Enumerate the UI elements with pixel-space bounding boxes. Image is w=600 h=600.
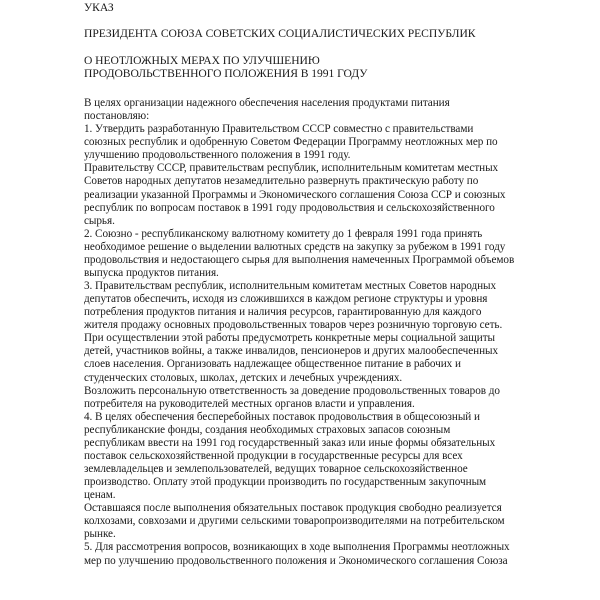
- body-text-line: В целях организации надежного обеспечения населения продуктами питания: [84, 97, 450, 109]
- document-type: УКАЗ: [84, 1, 114, 14]
- body-text-line: 2. Союзно - республиканскому валютному комитету до 1 февраля 1991 года принять: [84, 227, 483, 240]
- body-text-line: слоев населения. Организовать надлежащее общественное питание в рабочих и: [84, 358, 461, 371]
- document-title-line-2: ПРОДОВОЛЬСТВЕННОГО ПОЛОЖЕНИЯ В 1991 ГОДУ: [84, 67, 368, 80]
- body-text-line: землевладельцев и землепользователей, ведущих товарное сельскохозяйственное: [84, 463, 468, 475]
- body-text-line: Советов народных депутатов незамедлительно развернуть практическую работу по: [84, 175, 479, 188]
- body-text-line: мер по улучшению продовольственного положения и Экономического соглашения Союза: [84, 554, 508, 567]
- body-text-line: колхозами, совхозами и другими сельскими товаропроизводителями на потребительском: [84, 515, 505, 528]
- body-text-line: 1. Утвердить разработанную Правительством СССР совместно с правительствами: [84, 123, 474, 136]
- body-text-line: Правительству СССР, правительствам республик, исполнительным комитетам местных: [84, 162, 499, 175]
- body-text-line: республик по вопросам поставок в 1991 году продовольствия и сельскохозяйственного: [84, 201, 495, 214]
- body-text-line: союзных республик и одобренную Советом Федерации Программу неотложных мер по: [84, 136, 498, 149]
- body-text-line: 3. Правительствам республик, исполнительным комитетам местных Советов народных: [84, 280, 497, 292]
- body-text-line: потребления продуктов питания и наличия ресурсов, гарантированную для каждого: [84, 306, 482, 319]
- body-text-line: потребителя на руководителей местных органов власти и управления.: [84, 397, 415, 410]
- body-text-line: ценам.: [84, 489, 116, 502]
- body-text-line: депутатов обеспечить, исходя из сложившихся в каждом регионе структуры и уровня: [84, 293, 488, 306]
- body-text-line: студенческих столовых, школах, детских и лечебных учреждениях.: [84, 371, 403, 384]
- body-text-line: Возложить персональную ответственность за доведение продовольственных товаров до: [84, 384, 500, 397]
- body-text-line: улучшению продовольственного положения в 1991 году.: [84, 149, 351, 162]
- body-text-line: реализации указанной Программы и Экономического соглашения Союза ССР и союзных: [84, 188, 506, 201]
- body-text-line: Оставшаяся после выполнения обязательных поставок продукция свободно реализуется: [84, 502, 502, 515]
- body-text-line: жителя продажу основных продовольственных товаров через розничную торговую сеть.: [84, 319, 503, 332]
- body-text-line: необходимое решение о выделении валютных средств на закупку за рубежом в 1991 году: [84, 240, 506, 253]
- body-text-line: 5. Для рассмотрения вопросов, возникающих в ходе выполнения Программы неотложных: [84, 541, 510, 554]
- body-text-line: детей, участников войны, а также инвалидов, пенсионеров и других малообеспеченных: [84, 345, 499, 358]
- document-issuer: ПРЕЗИДЕНТА СОЮЗА СОВЕТСКИХ СОЦИАЛИСТИЧЕСКИХ РЕСПУБЛИК: [84, 27, 476, 40]
- body-text-line: поставок сельскохозяйственной продукции в государственные ресурсы для всех: [84, 449, 463, 462]
- body-text-line: 4. В целях обеспечения бесперебойных поставок продовольствия в общесоюзный и: [84, 410, 480, 423]
- body-text-line: сырья.: [84, 214, 115, 227]
- body-text-line: производство. Оплату этой продукции производить по государственным закупочным: [84, 476, 487, 488]
- body-text-line: рынке.: [84, 528, 116, 541]
- document-title-line-1: О НЕОТЛОЖНЫХ МЕРАХ ПО УЛУЧШЕНИЮ: [84, 54, 320, 67]
- body-text-line: выпуска продуктов питания.: [84, 266, 219, 279]
- body-text-line: продовольствия и недостающего сырья для выполнения намеченных Программой объемов: [84, 253, 515, 266]
- body-text-line: постановляю:: [84, 110, 150, 123]
- body-text-line: республикам ввести на 1991 год государственный заказ или иные формы обязательных: [84, 436, 496, 449]
- body-text-line: При осуществлении этой работы предусмотреть конкретные меры социальной защиты: [84, 332, 496, 345]
- body-text-line: республиканские фонды, создания необходимых страховых запасов союзным: [84, 423, 451, 436]
